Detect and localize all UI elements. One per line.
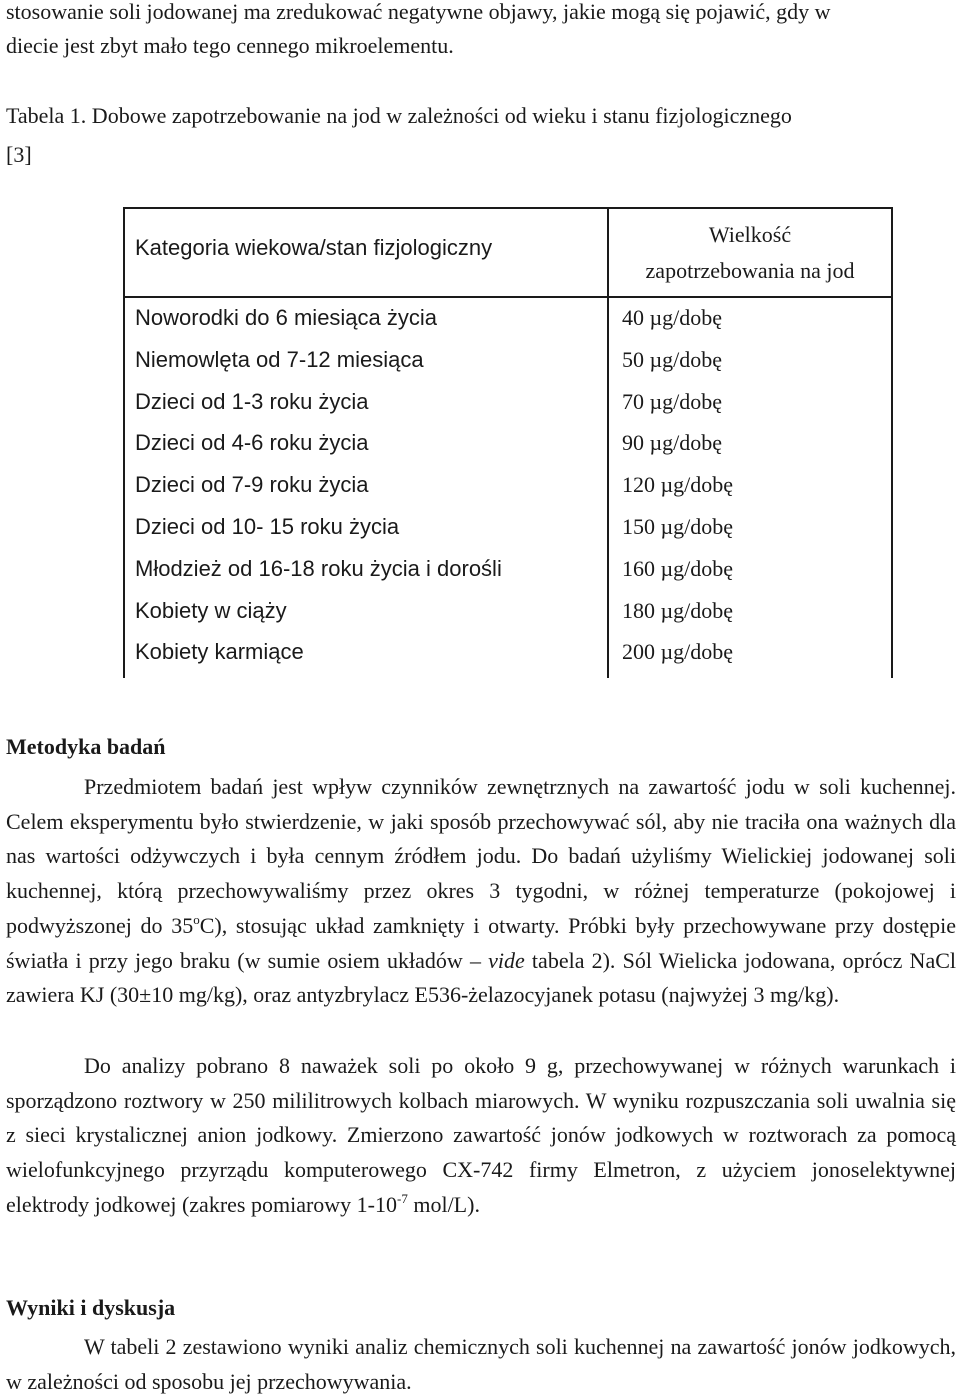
table-row-requirement: 200 µg/dobę	[622, 639, 734, 665]
table-category-column	[124, 297, 608, 678]
table-row-requirement: 40 µg/dobę	[622, 305, 723, 330]
methods-paragraph-2: Do analizy pobrano 8 naważek soli po około 9 g, przechowywanej w różnych warunkach i sporządzono roztwory w 250 mililitrowych kolbach miarowych. W wyniku rozpuszczania soli uwalnia się z sieci krystalicznej anion jodkowy. Zmierzono zawartość jonów jodkowych w roztworach za pomocą wielofunkcyjnego przyrządu komputerowego CX-742 firmy Elmetron, z użyciem jonoselektywnej elektrody jodkowej (zakres pomiarowy $1-10^{-7}$ mol/L).	[6, 1053, 956, 1217]
table-header-row	[124, 208, 892, 297]
table-row-requirement: 160 µg/dobę	[622, 555, 734, 581]
table-header-category: Kategoria wiekowa/stan fizjologiczny	[124, 208, 608, 297]
degree-superscript: o	[193, 911, 200, 927]
table-row-requirement: 150 µg/dobę	[622, 513, 734, 539]
exponent-superscript: -7	[397, 1190, 408, 1206]
table-row-category: Kobiety karmiące	[135, 639, 304, 665]
table-row-requirement: 120 µg/dobę	[622, 472, 734, 498]
table-header-requirement-line-1: Wielkość	[708, 221, 792, 247]
table-caption-line-2: [3]	[6, 142, 32, 167]
table-header-requirement	[608, 208, 892, 297]
intro-line-1: stosowanie soli jodowanej ma zredukować negatywne objawy, jakie mogą się pojawić, gdy w	[6, 0, 831, 24]
methods-paragraph-1: Przedmiotem badań jest wpływ czynników zewnętrznych na zawartość jodu w soli kuchennej. Celem eksperymentu było stwierdzenie, w jaki sposób przechowywać sól, aby nie traciła ona ważnych dla nas wartości odżywczych i była cennym źródłem jodu. Do badań użyliśmy Wielickiej jodowanej soli kuchennej, którą przechowywaliśmy przez okres 3 tygodni, w różnej temperaturze (pokojowej i podwyższonej do 35$^o$C), stosując układ zamknięty i otwarty. Próbki były przechowywane przy dostępie światła i przy jego braku (w sumie osiem układów – vide tabela 2). Sól Wielicka jodowana, oprócz NaCl zawiera KJ (30±10 mg/kg), oraz antyzbrylacz E536-żelazocyjanek potasu (najwyżej 3 mg/kg).	[6, 774, 956, 1008]
table-row-requirement: 90 µg/dobę	[622, 430, 723, 456]
vide-italic: vide	[488, 947, 525, 973]
table-row-requirement: 180 µg/dobę	[622, 597, 734, 623]
table-row-requirement: 70 µg/dobę	[622, 388, 723, 414]
table-row-category: Dzieci od 7-9 roku życia	[135, 472, 369, 498]
iodine-requirement-table	[123, 207, 893, 678]
results-heading: Wyniki i dyskusja	[6, 1295, 176, 1320]
table-row-category: Młodzież od 16-18 roku życia i dorośli	[135, 555, 502, 581]
table-caption-line-1: Tabela 1. Dobowe zapotrzebowanie na jod w zależności od wieku i stanu fizjologicznego	[6, 103, 792, 128]
table-row-category: Dzieci od 1-3 roku życia	[135, 388, 369, 414]
table-row-category: Kobiety w ciąży	[135, 597, 287, 623]
results-paragraph-1: W tabeli 2 zestawiono wyniki analiz chemicznych soli kuchennej na zawartość jonów jodkowych, w zależności od sposobu jej przechowywania.	[6, 1334, 956, 1394]
intro-line-2: diecie jest zbyt mało tego cennego mikroelementu.	[6, 33, 454, 58]
table-row-category: Niemowlęta od 7-12 miesiąca	[135, 346, 424, 372]
table-row-category: Dzieci od 4-6 roku życia	[135, 430, 369, 456]
table-header-requirement-line-2: zapotrzebowania na jod	[645, 257, 855, 283]
table-requirement-column	[608, 297, 892, 678]
methods-heading: Metodyka badań	[6, 734, 166, 759]
table-row-category: Noworodki do 6 miesiąca życia	[135, 305, 438, 330]
table-row-category: Dzieci od 10- 15 roku życia	[135, 513, 400, 539]
table-row-requirement: 50 µg/dobę	[622, 346, 723, 372]
